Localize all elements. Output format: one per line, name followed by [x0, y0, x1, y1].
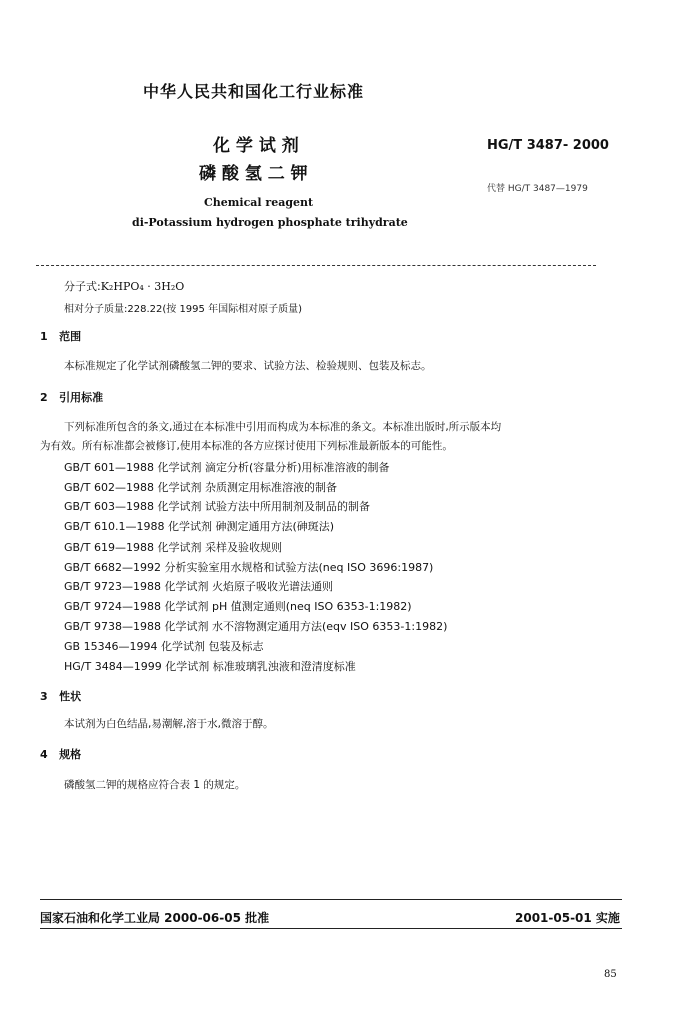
standard-number: HG/T 3487- 2000: [487, 138, 609, 153]
reference-item: GB/T 610.1—1988 化学试剂 砷测定通用方法(砷斑法): [64, 520, 335, 533]
section-2-text-line1: 下列标准所包含的条文,通过在本标准中引用而构成为本标准的条文。本标准出版时,所示版本均: [64, 421, 502, 433]
section-4-number: 4: [40, 748, 48, 761]
section-3-text: 本试剂为白色结晶,易潮解,溶于水,微溶于醇。: [64, 718, 274, 730]
reference-item: GB/T 601—1988 化学试剂 滴定分析(容量分析)用标准溶液的制备: [64, 461, 390, 474]
reference-item: GB/T 603—1988 化学试剂 试验方法中所用制剂及制品的制备: [64, 500, 370, 513]
section-2-number: 2: [40, 391, 48, 404]
reference-item: GB 15346—1994 化学试剂 包装及标志: [64, 640, 264, 653]
reference-item: GB/T 6682—1992 分析实验室用水规格和试验方法(neq ISO 3696:1987): [64, 561, 434, 574]
page-number: 85: [604, 969, 617, 980]
title-en-line2: di-Potassium hydrogen phosphate trihydrate: [132, 216, 408, 229]
reference-item: GB/T 602—1988 化学试剂 杂质测定用标准溶液的制备: [64, 481, 337, 494]
section-2-title: 引用标准: [59, 391, 104, 404]
reference-item: GB/T 619—1988 化学试剂 采样及验收规则: [64, 541, 282, 554]
header-rule: [36, 265, 596, 266]
molecular-formula: [64, 278, 184, 294]
section-3-number: 3: [40, 690, 48, 703]
molar-mass: 相对分子质量:228.22(按 1995 年国际相对原子质量): [64, 304, 302, 315]
reference-item: GB/T 9723—1988 化学试剂 火焰原子吸收光谱法通则: [64, 580, 333, 593]
effective-date: 2001-05-01 实施: [515, 911, 620, 925]
reference-item: GB/T 9724—1988 化学试剂 pH 值测定通则(neq ISO 6353-1:1982): [64, 600, 412, 613]
reference-item: HG/T 3484—1999 化学试剂 标准玻璃乳浊液和澄清度标准: [64, 660, 356, 673]
title-cn-line1: 化 学 试 剂: [213, 136, 299, 156]
reference-item: GB/T 9738—1988 化学试剂 水不溶物测定通用方法(eqv ISO 6353-1:1982): [64, 620, 448, 633]
section-3-title: 性状: [59, 690, 82, 703]
section-4-title: 规格: [59, 748, 82, 761]
section-1-text: 本标准规定了化学试剂磷酸氢二钾的要求、试验方法、检验规则、包装及标志。: [64, 360, 432, 372]
section-1-title: 范围: [59, 330, 82, 343]
section-2-text-line2: 为有效。所有标准都会被修订,使用本标准的各方应探讨使用下列标准最新版本的可能性。: [40, 440, 453, 452]
footer-rule-top: [40, 899, 622, 900]
title-en-line1: Chemical reagent: [204, 196, 314, 209]
issuer-title: 中华人民共和国化工行业标准: [143, 82, 365, 101]
molecular-formula-value: K₂HPO₄ · 3H₂O: [100, 280, 185, 293]
title-cn-line2: 磷 酸 氢 二 钾: [199, 164, 308, 184]
section-2-heading: [40, 389, 103, 405]
section-3-heading: [40, 688, 81, 704]
section-1-heading: [40, 328, 81, 344]
molecular-formula-label: 分子式:: [64, 280, 101, 293]
footer-rule-bottom: [40, 928, 622, 929]
replaces-standard: 代替 HG/T 3487—1979: [487, 184, 588, 194]
section-1-number: 1: [40, 330, 48, 343]
section-4-text: 磷酸氢二钾的规格应符合表 1 的规定。: [64, 779, 246, 791]
approval-date: 国家石油和化学工业局 2000-06-05 批准: [40, 911, 270, 925]
section-4-heading: [40, 746, 81, 762]
